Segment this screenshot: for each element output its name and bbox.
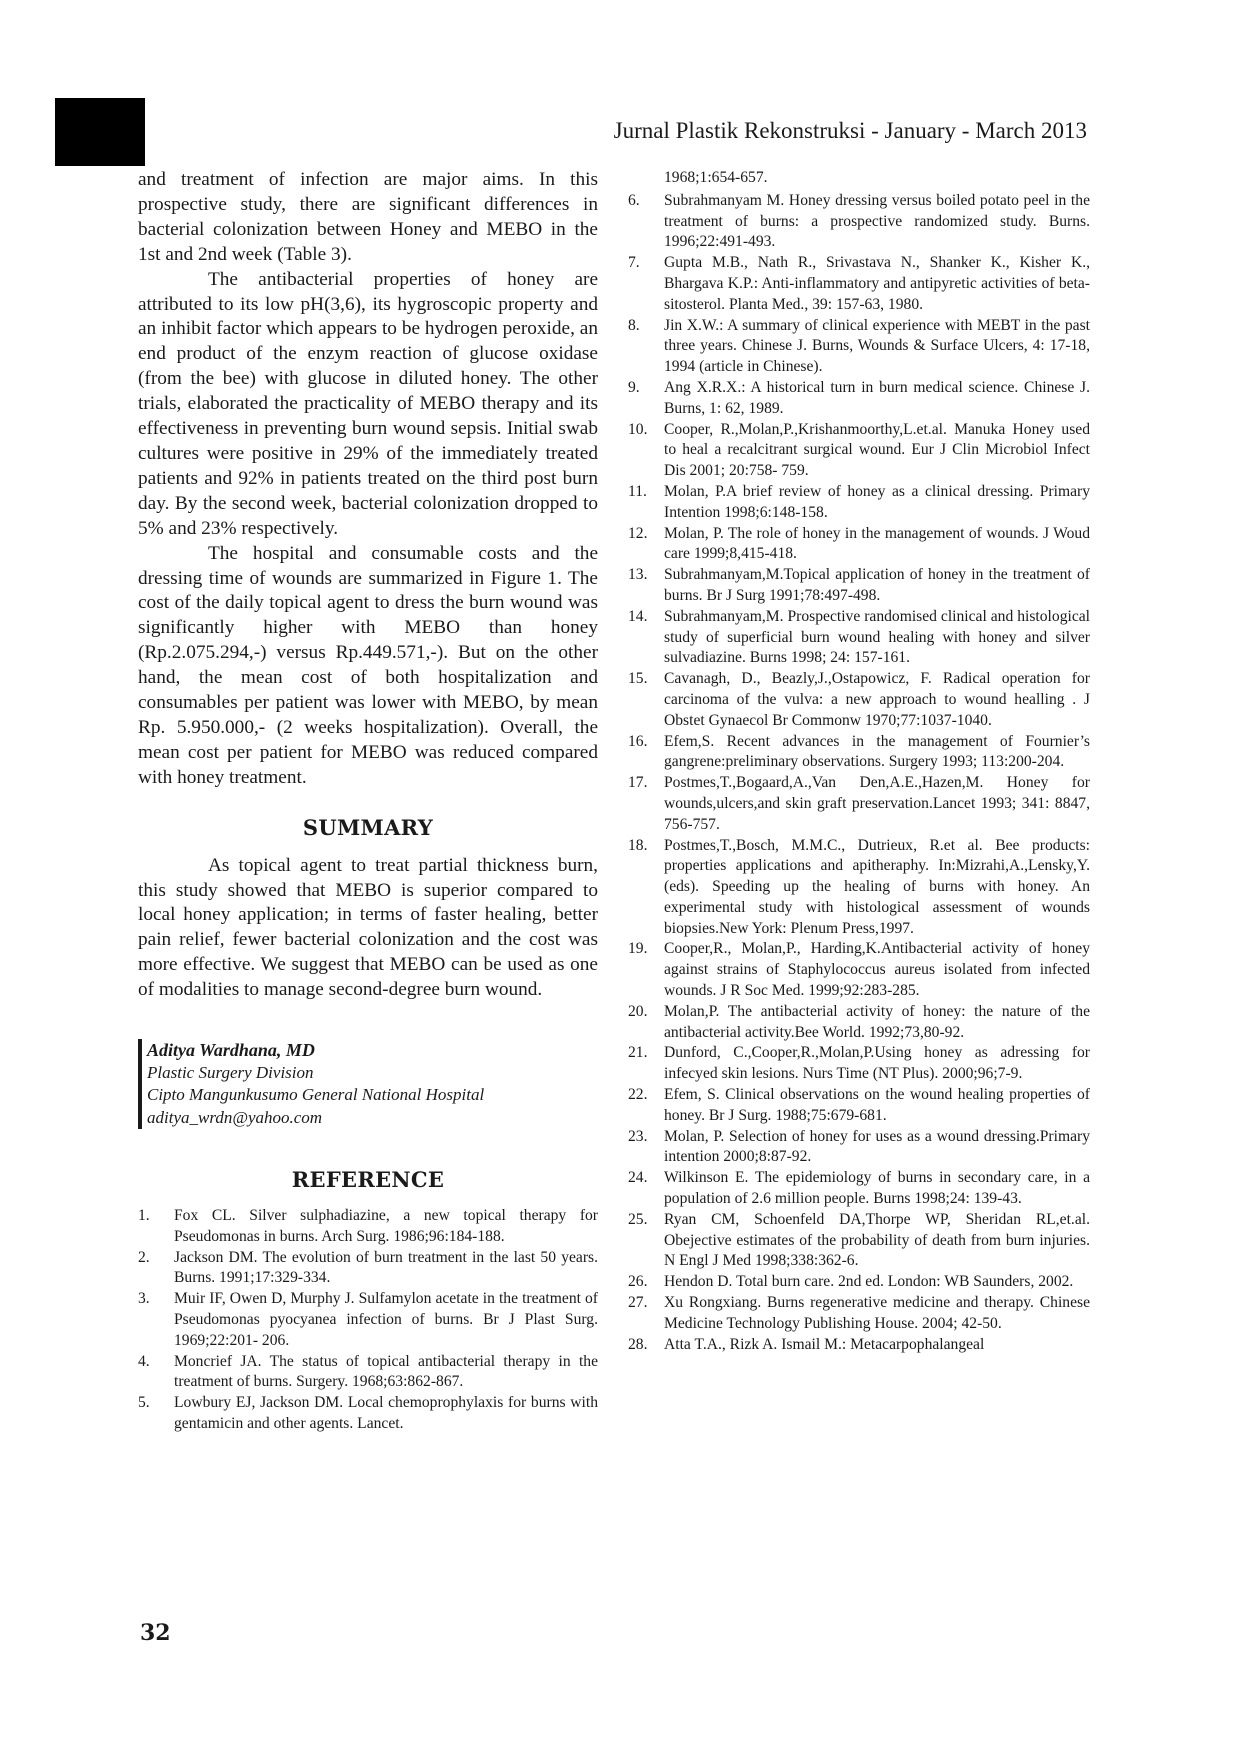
reference-number: 11. [628, 482, 647, 500]
reference-text: Efem,S. Recent advances in the management of Fournier’s gangrene:preliminary observations. Surgery 1993; 113:200-204. [664, 732, 1090, 771]
reference-number: 26. [628, 1273, 648, 1291]
reference-item [628, 1043, 1090, 1085]
reference-item [628, 191, 1090, 253]
reference-item [628, 482, 1090, 524]
reference-number: 17. [628, 774, 648, 792]
reference-text: Cooper, R.,Molan,P.,Krishanmoorthy,L.et.al. Manuka Honey used to heal a recalcitrant surgical wound. Eur J Clin Microbiol Infect Dis 2001; 20:758- 759. [664, 420, 1090, 480]
reference-number: 4. [138, 1352, 150, 1370]
reference-item [628, 1127, 1090, 1169]
reference-number: 23. [628, 1127, 648, 1145]
author-name: Aditya Wardhana, MD [147, 1040, 315, 1061]
reference-text: Molan, P. Selection of honey for uses as a wound dressing.Primary intention 2000;8:87-92. [664, 1127, 1090, 1166]
reference-item [138, 1248, 598, 1290]
reference-item [628, 1002, 1090, 1044]
reference-number: 13. [628, 566, 648, 584]
reference-item [138, 1206, 598, 1248]
reference-item [628, 1085, 1090, 1127]
reference-text: Hendon D. Total burn care. 2nd ed. London: WB Saunders, 2002. [664, 1273, 1074, 1291]
journal-header: Jurnal Plastik Rekonstruksi - January - March 2013 [613, 118, 1087, 143]
reference-text: Fox CL. Silver sulphadiazine, a new topical therapy for Pseudomonas in burns. Arch Surg. 1986;96:184-188. [174, 1207, 598, 1245]
author-block [138, 1039, 598, 1129]
reference-text: Subrahmanyam,M.Topical application of honey in the treatment of burns. Br J Surg 1991;78:497-498. [664, 566, 1090, 604]
reference-text: Subrahmanyam M. Honey dressing versus boiled potato peel in the treatment of burns: a prospective randomized study. Burns. 1996;22:491-493. [664, 191, 1090, 251]
body-paragraph-1: and treatment of infection are major aims. In this prospective study, there are significant differences in bacterial colonization between Honey and MEBO in the 1st and 2nd week (Table 3). [138, 169, 598, 265]
reference-text: Wilkinson E. The epidemiology of burns in secondary care, in a population of 2.6 million people. Burns 1998;24: 139-43. [664, 1169, 1090, 1208]
reference-text: Lowbury EJ, Jackson DM. Local chemoprophylaxis for burns with gentamicin and other agents. Lancet. [174, 1394, 598, 1433]
reference-text: Cavanagh, D., Beazly,J.,Ostapowicz, F. Radical operation for carcinoma of the vulva: a new approach to wound healling . J Obstet Gynaecol Br Commonw 1970;77:1037-1040. [664, 670, 1090, 729]
reference-number: 2. [138, 1248, 150, 1266]
reference-text: Postmes,T.,Bogaard,A.,Van Den,A.E.,Hazen,M. Honey for wounds,ulcers,and skin graft preservation.Lancet 1993; 341: 8847, 756-757. [664, 774, 1090, 833]
reference-number: 9. [628, 378, 640, 396]
reference-number: 18. [628, 836, 648, 854]
reference-item [138, 1289, 598, 1351]
summary-paragraph: As topical agent to treat partial thickness burn, this study showed that MEBO is superior compared to local honey application; in terms of faster healing, better pain relief, fewer bacterial colonization and the cost was more effective. We suggest that MEBO can be used as one of modalities to manage second-degree burn wound. [138, 854, 598, 1001]
reference-number: 15. [628, 670, 648, 688]
reference-list-right [628, 191, 1090, 1356]
reference-text: Atta T.A., Rizk A. Ismail M.: Metacarpophalangeal [664, 1335, 985, 1353]
reference-number: 7. [628, 254, 640, 272]
reference-text: Molan,P. The antibacterial activity of honey: the nature of the antibacterial activity.Bee World. 1992;73,80-92. [664, 1002, 1090, 1041]
reference-number: 24. [628, 1169, 648, 1187]
reference-text: Molan, P. The role of honey in the management of wounds. J Woud care 1999;8,415-418. [664, 524, 1090, 563]
reference-number: 16. [628, 732, 648, 750]
body-paragraph-3: The hospital and consumable costs and the dressing time of wounds are summarized in Figure 1. The cost of the daily topical agent to dress the burn wound was significantly higher with MEBO than honey (Rp.2.075.294,-) versus Rp.449.571,-). But on the other hand, the mean cost of both hospitalization and consumables per patient was lower with MEBO, by mean Rp. 5.950.000,- (2 weeks hospitalization). Overall, the mean cost per patient for MEBO was reduced compared with honey treatment. [138, 542, 598, 788]
reference-item [628, 420, 1090, 482]
reference-text: Moncrief JA. The status of topical antibacterial therapy in the treatment of burns. Surgery. 1968;63:862-867. [174, 1352, 598, 1391]
reference-number: 14. [628, 607, 648, 625]
header-black-block [55, 98, 145, 166]
reference-number: 20. [628, 1002, 648, 1020]
reference-number: 10. [628, 420, 648, 438]
reference-item [628, 1293, 1090, 1335]
reference-text: Gupta M.B., Nath R., Srivastava N., Shanker K., Kisher K., Bhargava K.P.: Anti-inflammatory and antipyretic activities of beta-sitosterol. Planta Med., 39: 157-63, 1980. [664, 254, 1090, 313]
reference-continuation: 1968;1:654-657. [664, 169, 768, 186]
left-column [138, 168, 598, 1435]
reference-item [628, 1272, 1090, 1293]
reference-item [628, 607, 1090, 669]
reference-item [628, 732, 1090, 774]
reference-number: 22. [628, 1086, 648, 1104]
page-number: 32 [140, 1620, 171, 1646]
reference-text: Subrahmanyam,M. Prospective randomised clinical and histological study of superficial burn wound healing with honey and silver sulvadiazine. Burns 1998; 24: 157-161. [664, 607, 1090, 667]
reference-text: Cooper,R., Molan,P., Harding,K.Antibacterial activity of honey against strains of Staphylococcus aureus isolated from infected wounds. J R Soc Med. 1999;92:283-285. [664, 940, 1090, 1000]
reference-item [628, 316, 1090, 378]
reference-item [628, 378, 1090, 420]
reference-text: Ang X.R.X.: A historical turn in burn medical science. Chinese J. Burns, 1: 62, 1989. [664, 378, 1090, 417]
reference-number: 5. [138, 1394, 150, 1412]
reference-text: Ryan CM, Schoenfeld DA,Thorpe WP, Sheridan RL,et.al. Obejective estimates of the probability of death from burn injuries. N Engl J Med 1998;338:362-6. [664, 1210, 1090, 1270]
reference-text: Jackson DM. The evolution of burn treatment in the last 50 years. Burns. 1991;17:329-334. [174, 1248, 598, 1287]
right-column [628, 168, 1090, 1355]
reference-number: 21. [628, 1044, 648, 1062]
reference-item [628, 1168, 1090, 1210]
reference-heading: REFERENCE [291, 1167, 445, 1193]
reference-number: 27. [628, 1294, 648, 1312]
reference-text: Muir IF, Owen D, Murphy J. Sulfamylon acetate in the treatment of Pseudomonas pyocyanea infection of burns. Br J Plast Surg. 1969;22:201- 206. [174, 1290, 598, 1349]
reference-item [628, 939, 1090, 1001]
reference-item [138, 1393, 598, 1435]
reference-item [628, 836, 1090, 940]
reference-number: 6. [628, 191, 640, 209]
reference-item [628, 524, 1090, 566]
summary-heading: SUMMARY [302, 814, 434, 840]
reference-text: Efem, S. Clinical observations on the wound healing properties of honey. Br J Surg. 1988;75:679-681. [664, 1086, 1090, 1124]
reference-text: Dunford, C.,Cooper,R.,Molan,P.Using honey as adressing for infecyed skin lesions. Nurs Time (NT Plus). 2000;96;7-9. [664, 1044, 1090, 1083]
body-paragraph-2: The antibacterial properties of honey are attributed to its low pH(3,6), its hygroscopic property and an inhibit factor which appears to be hydrogen peroxide, an end product of the enzym reaction of glucose oxidase (from the bee) with glucose in diluted honey. The other trials, elaborated the practicality of MEBO therapy and its effectiveness in preventing burn wound sepsis. Initial swab cultures were positive in 29% of the immediately treated patients and 92% in patients treated on the third post burn day. By the second week, bacterial colonization dropped to 5% and 23% respectively. [138, 268, 598, 539]
author-email: aditya_wrdn@yahoo.com [147, 1107, 323, 1127]
reference-item [628, 669, 1090, 731]
reference-item [628, 773, 1090, 835]
reference-item [628, 1210, 1090, 1272]
reference-text: Postmes,T.,Bosch, M.M.C., Dutrieux, R.et al. Bee products: properties applications and apitheraphy. In:Mizrahi,A.,Lensky,Y.(eds). Speeding up the healing of burns with honey. An experimental study with histological assessment of wounds biopsies.New York: Plenum Press,1997. [664, 836, 1090, 937]
reference-item [628, 253, 1090, 315]
author-hospital: Cipto Mangunkusumo General National Hospital [147, 1085, 485, 1105]
author-division: Plastic Surgery Division [147, 1062, 314, 1082]
reference-text: Molan, P.A brief review of honey as a clinical dressing. Primary Intention 1998;6:148-158. [664, 482, 1090, 521]
reference-item [628, 565, 1090, 607]
reference-number: 19. [628, 940, 648, 958]
reference-number: 12. [628, 524, 648, 542]
reference-text: Jin X.W.: A summary of clinical experience with MEBT in the past three years. Chinese J. Burns, Wounds & Surface Ulcers, 4: 17-18, 1994 (article in Chinese). [664, 316, 1090, 376]
reference-number: 25. [628, 1210, 648, 1228]
reference-item [628, 1335, 1090, 1356]
reference-number: 3. [138, 1290, 150, 1308]
reference-list-left [138, 1206, 598, 1435]
reference-number: 28. [628, 1335, 648, 1353]
reference-text: Xu Rongxiang. Burns regenerative medicine and therapy. Chinese Medicine Technology Publishing House. 2004; 42-50. [664, 1294, 1090, 1332]
reference-item [138, 1352, 598, 1394]
reference-number: 1. [138, 1207, 150, 1225]
reference-number: 8. [628, 316, 640, 334]
